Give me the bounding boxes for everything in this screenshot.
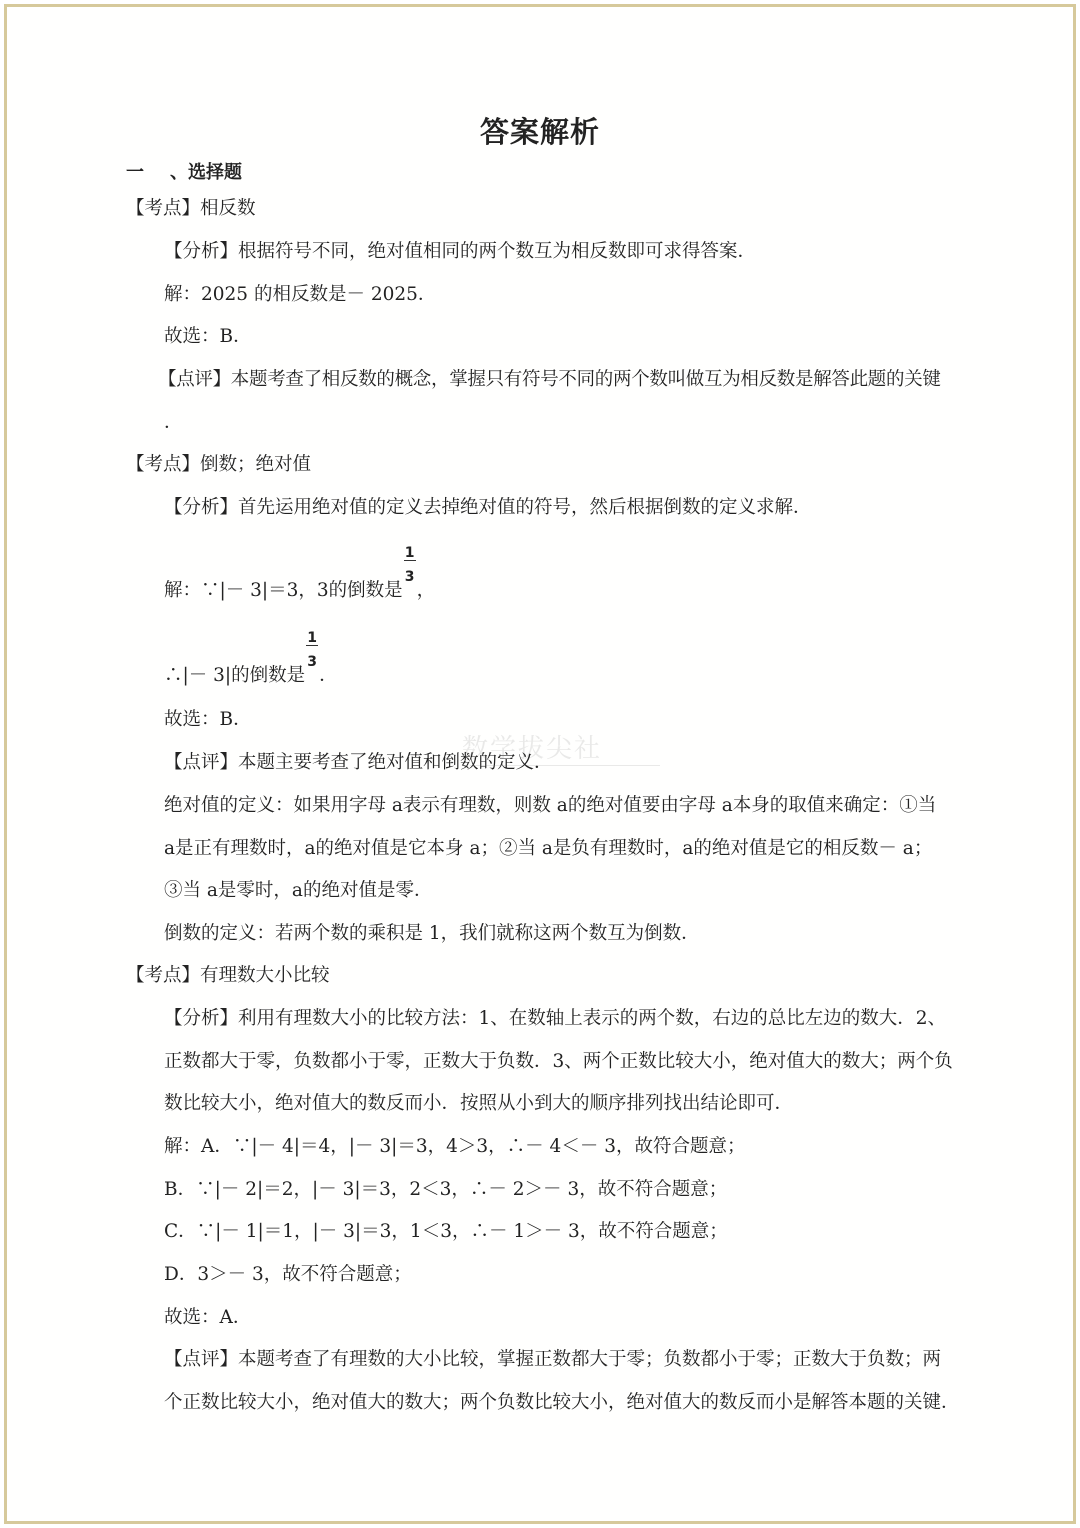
section-heading	[126, 160, 242, 186]
q3-fenxi-line3: 数比较大小，绝对值大的数反而小．按照从小到大的顺序排列找出结论即可．	[164, 1093, 794, 1114]
q3-fenxi-line2: 正数都大于零，负数都小于零，正数大于负数．3、两个正数比较大小，绝对值大的数大；两个负	[164, 1051, 953, 1072]
q2-solution-line2: ∴|－ 3|的倒数是 $\frac{1}{3}$ ．	[164, 663, 338, 689]
q2-solution-text1: 解：∵|－ 3|＝3，3的倒数是	[164, 580, 403, 601]
section-label: 、选择题	[170, 162, 242, 183]
q2-solution-text2: ∴|－ 3|的倒数是	[164, 665, 306, 686]
q2-def-line4: 倒数的定义：若两个数的乘积是 1，我们就称这两个数互为倒数．	[164, 923, 700, 944]
q2-fenxi: 【分析】首先运用绝对值的定义去掉绝对值的符号，然后根据倒数的定义求解．	[164, 497, 812, 518]
q2-kaodian: 【考点】倒数；绝对值	[126, 454, 312, 475]
q3-solution-a: 解：A．∵|－ 4|＝4，|－ 3|＝3，4＞3，∴－ 4＜－ 3，故符合题意；	[164, 1136, 746, 1157]
watermark-underline	[470, 765, 660, 766]
q3-solution-b: B．∵|－ 2|＝2，|－ 3|＝3，2＜3，∴－ 2＞－ 3，故不符合题意；	[164, 1179, 728, 1200]
q2-answer: 故选：B．	[164, 709, 252, 730]
q1-fenxi: 【分析】根据符号不同，绝对值相同的两个数互为相反数即可求得答案．	[164, 241, 757, 262]
watermark: 数学拔尖社	[462, 734, 603, 764]
page-title: 答案解析	[479, 115, 600, 149]
q3-dianping-line2: 个正数比较大小，绝对值大的数大；两个负数比较大小，绝对值大的数反而小是解答本题的关键．	[164, 1392, 960, 1413]
q1-kaodian: 【考点】相反数	[126, 198, 256, 219]
fraction-one-third-2: $\frac{1}{3}$	[307, 630, 317, 670]
fraction-one-third: $\frac{1}{3}$	[404, 545, 415, 585]
q1-dianping: 【点评】本题考查了相反数的概念，掌握只有符号不同的两个数叫做互为相反数是解答此题的关键	[158, 369, 941, 390]
q3-solution-d: D．3＞－ 3，故不符合题意；	[164, 1264, 412, 1285]
q3-kaodian: 【考点】有理数大小比较	[126, 965, 330, 986]
q3-dianping-line1: 【点评】本题考查了有理数的大小比较，掌握正数都大于零；负数都小于零；正数大于负数；两	[164, 1349, 942, 1370]
q2-solution-line1: 解：∵|－ 3|＝3，3的倒数是 $\frac{1}{3}$ ，	[164, 578, 435, 604]
q1-answer: 故选：B．	[164, 326, 252, 347]
q1-dianping-tail: ．	[164, 412, 183, 433]
q2-dianping: 【点评】本题主要考查了绝对值和倒数的定义．	[164, 752, 553, 773]
q2-def-line1: 绝对值的定义：如果用字母 a表示有理数，则数 a的绝对值要由字母 a本身的取值来确定：①当	[164, 795, 937, 816]
q3-fenxi-line1: 【分析】利用有理数大小的比较方法：1、在数轴上表示的两个数，右边的总比左边的数大．2、	[164, 1008, 947, 1029]
q1-solution: 解：2025 的相反数是－ 2025．	[164, 284, 437, 305]
q3-solution-c: C．∵|－ 1|＝1，|－ 3|＝3，1＜3，∴－ 1＞－ 3，故不符合题意；	[164, 1221, 728, 1242]
section-prefix: 一	[126, 162, 144, 183]
q2-def-line3: ③当 a是零时，a的绝对值是零．	[164, 880, 433, 901]
q3-answer: 故选：A．	[164, 1307, 252, 1328]
q2-def-line2: a是正有理数时，a的绝对值是它本身 a；②当 a是负有理数时，a的绝对值是它的相反数－ a；	[164, 838, 933, 859]
